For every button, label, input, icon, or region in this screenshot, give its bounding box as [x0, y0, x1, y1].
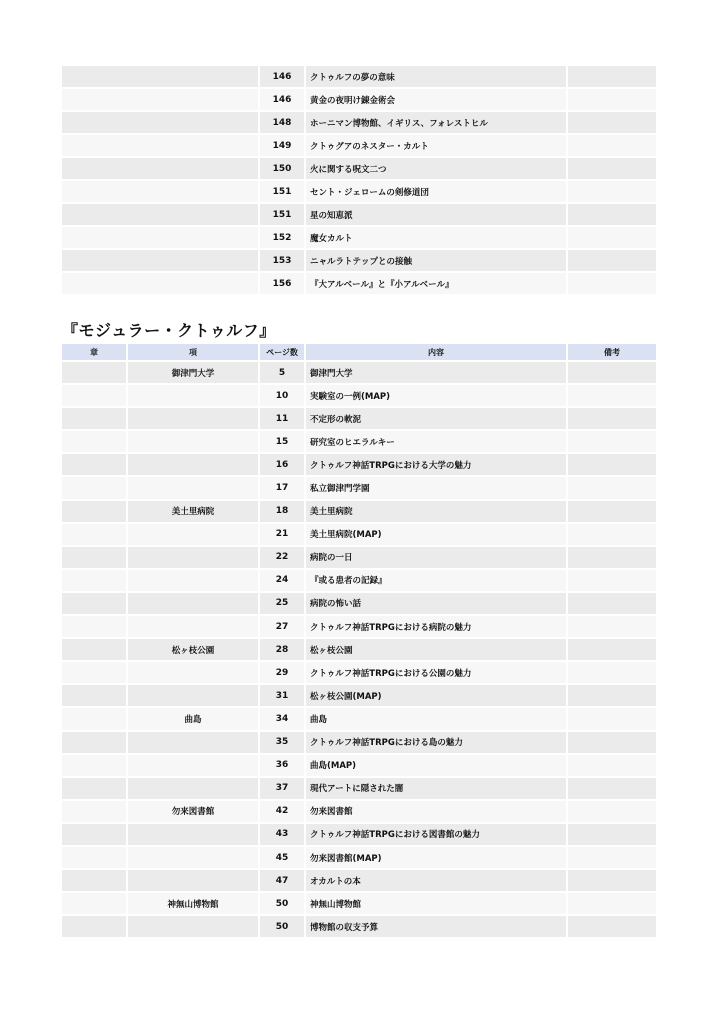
page-cell: 148	[260, 112, 306, 135]
page-cell: 151	[260, 204, 306, 227]
notes-cell	[568, 662, 656, 685]
table-row	[62, 870, 656, 893]
content-cell: 病院の一日	[306, 547, 568, 570]
content-cell: 『或る患者の記録』	[306, 570, 568, 593]
header-item: 項	[128, 344, 260, 362]
notes-cell	[568, 616, 656, 639]
page-cell: 150	[260, 158, 306, 181]
content-cell: クトゥルフ神話TRPGにおける大学の魅力	[306, 454, 568, 477]
table-row	[62, 662, 656, 685]
chapter-cell	[62, 639, 128, 662]
notes-cell	[568, 547, 656, 570]
chapter-cell	[62, 662, 128, 685]
item-cell	[62, 158, 260, 181]
item-cell	[128, 870, 260, 893]
table-row	[62, 408, 656, 431]
item-cell: 勿来図書館	[128, 801, 260, 824]
page-cell: 45	[260, 847, 306, 870]
item-cell	[128, 824, 260, 847]
notes-cell	[568, 158, 656, 181]
page-cell: 146	[260, 66, 306, 89]
content-cell: 『大アルベール』と『小アルベール』	[306, 273, 568, 296]
notes-cell	[568, 870, 656, 893]
content-cell: 病院の怖い話	[306, 593, 568, 616]
table-row	[62, 431, 656, 454]
table-header-row	[62, 344, 656, 362]
chapter-cell	[62, 824, 128, 847]
notes-cell	[568, 778, 656, 801]
table-row	[62, 227, 656, 250]
chapter-cell	[62, 570, 128, 593]
page-cell: 156	[260, 273, 306, 296]
chapter-cell	[62, 547, 128, 570]
table-row	[62, 893, 656, 916]
content-cell: セント・ジェロームの剣修道団	[306, 181, 568, 204]
table-row	[62, 135, 656, 158]
chapter-cell	[62, 801, 128, 824]
page-cell: 15	[260, 431, 306, 454]
content-cell: 松ヶ枝公園	[306, 639, 568, 662]
chapter-cell	[62, 755, 128, 778]
chapter-cell	[62, 501, 128, 524]
item-cell	[128, 408, 260, 431]
content-cell: 勿来図書館	[306, 801, 568, 824]
notes-cell	[568, 227, 656, 250]
chapter-cell	[62, 431, 128, 454]
table-row	[62, 501, 656, 524]
content-cell: 曲島	[306, 708, 568, 731]
chapter-cell	[62, 708, 128, 731]
chapter-cell	[62, 616, 128, 639]
notes-cell	[568, 89, 656, 112]
table-row	[62, 181, 656, 204]
page-cell: 28	[260, 639, 306, 662]
item-cell	[128, 685, 260, 708]
page-cell: 50	[260, 893, 306, 916]
chapter-cell	[62, 385, 128, 408]
table-row	[62, 158, 656, 181]
table-row	[62, 547, 656, 570]
item-cell	[62, 112, 260, 135]
content-cell: 神無山博物館	[306, 893, 568, 916]
header-pages: ページ数	[260, 344, 306, 362]
content-cell: クトゥルフ神話TRPGにおける島の魅力	[306, 732, 568, 755]
table-row	[62, 616, 656, 639]
table-row	[62, 824, 656, 847]
page-cell: 27	[260, 616, 306, 639]
notes-cell	[568, 112, 656, 135]
item-cell	[128, 778, 260, 801]
content-cell: 黄金の夜明け錬金術会	[306, 89, 568, 112]
page-cell: 18	[260, 501, 306, 524]
page-cell: 10	[260, 385, 306, 408]
content-cell: クトゥルフ神話TRPGにおける図書館の魅力	[306, 824, 568, 847]
notes-cell	[568, 824, 656, 847]
table-row	[62, 685, 656, 708]
item-cell	[62, 89, 260, 112]
item-cell	[128, 385, 260, 408]
item-cell	[128, 524, 260, 547]
page-cell: 43	[260, 824, 306, 847]
table-row	[62, 454, 656, 477]
header-notes: 備考	[568, 344, 656, 362]
page-cell: 42	[260, 801, 306, 824]
table-row	[62, 847, 656, 870]
modular-cthulhu-table	[62, 344, 656, 939]
page-cell: 36	[260, 755, 306, 778]
content-cell: 勿来図書館(MAP)	[306, 847, 568, 870]
item-cell: 御津門大学	[128, 362, 260, 385]
table-row	[62, 778, 656, 801]
chapter-cell	[62, 593, 128, 616]
notes-cell	[568, 893, 656, 916]
content-cell: 研究室のヒエラルキー	[306, 431, 568, 454]
page-cell: 47	[260, 870, 306, 893]
content-cell: 実験室の一例(MAP)	[306, 385, 568, 408]
notes-cell	[568, 135, 656, 158]
chapter-cell	[62, 870, 128, 893]
content-cell: 美土里病院(MAP)	[306, 524, 568, 547]
item-cell	[128, 547, 260, 570]
notes-cell	[568, 639, 656, 662]
chapter-cell	[62, 847, 128, 870]
item-cell	[128, 755, 260, 778]
item-cell	[62, 250, 260, 273]
item-cell	[128, 732, 260, 755]
table-row	[62, 916, 656, 939]
content-cell: ニャルラトテップとの接触	[306, 250, 568, 273]
notes-cell	[568, 362, 656, 385]
chapter-cell	[62, 916, 128, 939]
item-cell	[62, 135, 260, 158]
header-chapter: 章	[62, 344, 128, 362]
page-cell: 17	[260, 477, 306, 500]
item-cell	[128, 662, 260, 685]
notes-cell	[568, 431, 656, 454]
notes-cell	[568, 593, 656, 616]
table-row	[62, 732, 656, 755]
notes-cell	[568, 408, 656, 431]
item-cell	[62, 66, 260, 89]
content-cell: オカルトの本	[306, 870, 568, 893]
page-cell: 22	[260, 547, 306, 570]
page-cell: 21	[260, 524, 306, 547]
chapter-cell	[62, 778, 128, 801]
page-cell: 35	[260, 732, 306, 755]
table-row	[62, 204, 656, 227]
table-row	[62, 524, 656, 547]
notes-cell	[568, 385, 656, 408]
notes-cell	[568, 755, 656, 778]
content-cell: 現代アートに隠された闇	[306, 778, 568, 801]
item-cell	[128, 593, 260, 616]
notes-cell	[568, 204, 656, 227]
chapter-cell	[62, 477, 128, 500]
item-cell	[128, 847, 260, 870]
page-cell: 16	[260, 454, 306, 477]
table-row	[62, 89, 656, 112]
page-cell: 25	[260, 593, 306, 616]
table-row	[62, 250, 656, 273]
index-table-continued	[62, 66, 656, 296]
content-cell: 御津門大学	[306, 362, 568, 385]
notes-cell	[568, 477, 656, 500]
notes-cell	[568, 847, 656, 870]
item-cell: 曲島	[128, 708, 260, 731]
item-cell: 美土里病院	[128, 501, 260, 524]
page-cell: 5	[260, 362, 306, 385]
notes-cell	[568, 273, 656, 296]
content-cell: 不定形の軟泥	[306, 408, 568, 431]
chapter-cell	[62, 362, 128, 385]
page-cell: 34	[260, 708, 306, 731]
item-cell	[128, 477, 260, 500]
content-cell: クトゥルフ神話TRPGにおける公園の魅力	[306, 662, 568, 685]
content-cell: 松ヶ枝公園(MAP)	[306, 685, 568, 708]
page-cell: 149	[260, 135, 306, 158]
page-cell: 152	[260, 227, 306, 250]
table-row	[62, 801, 656, 824]
notes-cell	[568, 708, 656, 731]
chapter-cell	[62, 524, 128, 547]
table-row	[62, 385, 656, 408]
item-cell	[62, 227, 260, 250]
content-cell: 私立御津門学園	[306, 477, 568, 500]
table-row	[62, 477, 656, 500]
notes-cell	[568, 916, 656, 939]
header-content: 内容	[306, 344, 568, 362]
content-cell: 博物館の収支予算	[306, 916, 568, 939]
page-cell: 31	[260, 685, 306, 708]
table-row	[62, 639, 656, 662]
table-row	[62, 570, 656, 593]
notes-cell	[568, 66, 656, 89]
item-cell	[62, 204, 260, 227]
page-cell: 24	[260, 570, 306, 593]
content-cell: 火に関する呪文二つ	[306, 158, 568, 181]
index-table-body	[62, 66, 656, 296]
notes-cell	[568, 801, 656, 824]
table-row	[62, 362, 656, 385]
item-cell	[128, 570, 260, 593]
page-cell: 146	[260, 89, 306, 112]
item-cell	[62, 273, 260, 296]
notes-cell	[568, 570, 656, 593]
content-cell: 星の知恵派	[306, 204, 568, 227]
chapter-cell	[62, 893, 128, 916]
table-row	[62, 273, 656, 296]
notes-cell	[568, 454, 656, 477]
content-cell: クトゥルフ神話TRPGにおける病院の魅力	[306, 616, 568, 639]
modular-table-body	[62, 362, 656, 939]
page-cell: 50	[260, 916, 306, 939]
item-cell: 神無山博物館	[128, 893, 260, 916]
table-row	[62, 112, 656, 135]
item-cell	[128, 431, 260, 454]
page-cell: 11	[260, 408, 306, 431]
item-cell	[62, 181, 260, 204]
notes-cell	[568, 250, 656, 273]
page-cell: 151	[260, 181, 306, 204]
notes-cell	[568, 732, 656, 755]
item-cell: 松ヶ枝公園	[128, 639, 260, 662]
notes-cell	[568, 501, 656, 524]
notes-cell	[568, 524, 656, 547]
chapter-cell	[62, 454, 128, 477]
content-cell: クトゥグアのネスター・カルト	[306, 135, 568, 158]
chapter-cell	[62, 685, 128, 708]
notes-cell	[568, 685, 656, 708]
chapter-cell	[62, 408, 128, 431]
page-cell: 29	[260, 662, 306, 685]
item-cell	[128, 616, 260, 639]
content-cell: ホーニマン博物館、イギリス、フォレストヒル	[306, 112, 568, 135]
page-cell: 153	[260, 250, 306, 273]
content-cell: クトゥルフの夢の意味	[306, 66, 568, 89]
notes-cell	[568, 181, 656, 204]
item-cell	[128, 916, 260, 939]
content-cell: 美土里病院	[306, 501, 568, 524]
page-cell: 37	[260, 778, 306, 801]
table-row	[62, 593, 656, 616]
chapter-cell	[62, 732, 128, 755]
section-title: 『モジュラー・クトゥルフ』	[62, 321, 276, 340]
table-row	[62, 755, 656, 778]
table-row	[62, 66, 656, 89]
content-cell: 魔女カルト	[306, 227, 568, 250]
content-cell: 曲島(MAP)	[306, 755, 568, 778]
item-cell	[128, 454, 260, 477]
table-row	[62, 708, 656, 731]
